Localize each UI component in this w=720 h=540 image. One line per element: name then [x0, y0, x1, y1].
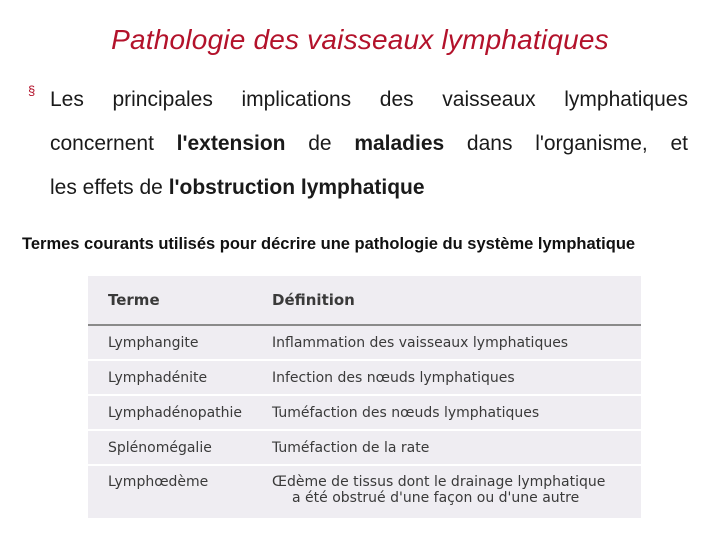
- header-definition: Définition: [260, 276, 641, 325]
- term-cell: Lymphœdème: [108, 474, 209, 490]
- term-cell: Splénomégalie: [88, 430, 260, 465]
- emphasis-obstruction: l'obstruction lymphatique: [168, 176, 425, 199]
- definition-cell: [260, 465, 641, 507]
- bullet-paragraph: [28, 78, 688, 210]
- header-term: Terme: [88, 276, 260, 325]
- definition-line-2: a été obstrué d'une façon ou d'une autre: [292, 490, 580, 506]
- bullet-line-2: [50, 122, 688, 166]
- emphasis-extension: l'extension: [176, 132, 286, 155]
- bullet-line-3: [50, 166, 688, 210]
- terms-table: [88, 276, 641, 507]
- definition-cell: Tuméfaction de la rate: [260, 430, 641, 465]
- term-cell: Lymphangite: [88, 325, 260, 360]
- term-cell: Lymphadénite: [88, 360, 260, 395]
- term-cell: Lymphadénopathie: [88, 395, 260, 430]
- emphasis-maladies: maladies: [354, 132, 445, 155]
- table-row: [88, 395, 641, 430]
- bullet-line-1: Les principales implications des vaisseaux lymphatiques: [50, 88, 688, 111]
- table-row: [88, 360, 641, 395]
- table-row: [88, 325, 641, 360]
- text-fragment: de: [285, 132, 355, 155]
- table-caption: Termes courants utilisés pour décrire une pathologie du système lymphatique: [22, 235, 636, 253]
- table-header-row: [88, 276, 641, 325]
- definition-cell: Tuméfaction des nœuds lymphatiques: [260, 395, 641, 430]
- definition-cell: Infection des nœuds lymphatiques: [260, 360, 641, 395]
- bullet-marker-icon: §: [28, 83, 36, 98]
- table-row: [88, 465, 641, 507]
- terms-table-panel: [88, 276, 641, 518]
- table-row: [88, 430, 641, 465]
- bullet-text: [50, 78, 688, 210]
- slide-title: Pathologie des vaisseaux lymphatiques: [111, 24, 609, 55]
- text-fragment: les effets de: [50, 176, 169, 199]
- definition-line-1: Œdème de tissus dont le drainage lymphatique: [272, 474, 606, 490]
- text-fragment: dans l'organisme, et: [444, 132, 688, 155]
- text-fragment: concernent: [50, 132, 177, 155]
- definition-cell: Inflammation des vaisseaux lymphatiques: [260, 325, 641, 360]
